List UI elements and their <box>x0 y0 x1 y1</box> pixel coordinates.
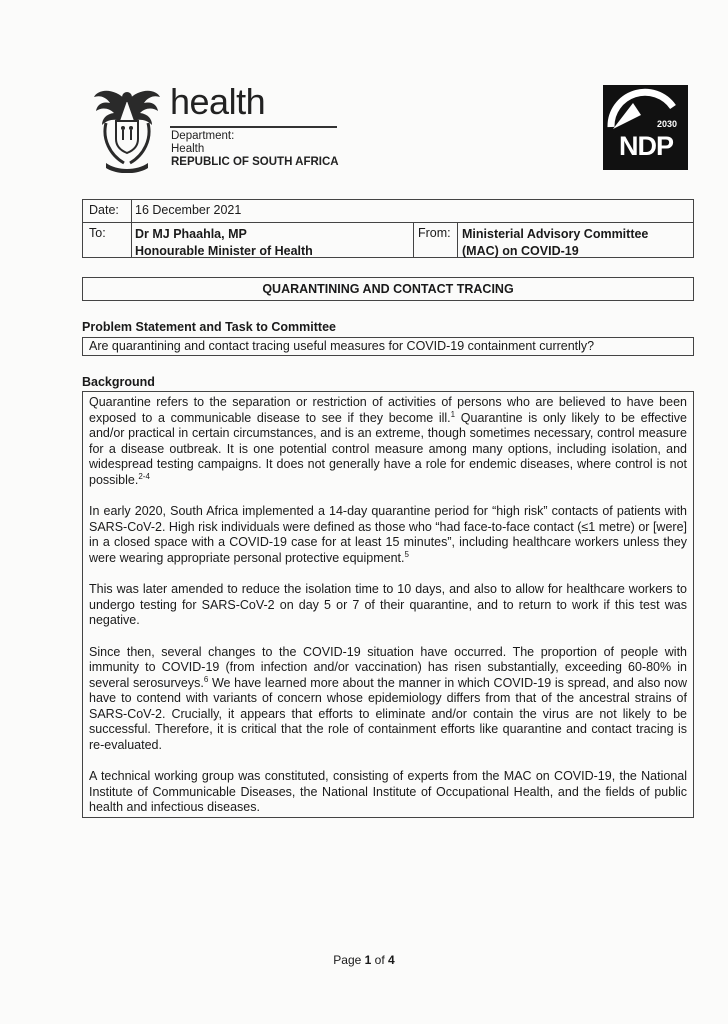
to-label: To: <box>89 226 106 240</box>
dept-line-1: Department: <box>171 130 235 142</box>
document-title: QUARANTINING AND CONTACT TRACING <box>82 277 694 301</box>
citation-ref: 2-4 <box>138 471 150 481</box>
background-paragraph-2: In early 2020, South Africa implemented a 14-day quarantine period for “high risk” contacts of patients with SARS-CoV-2. High risk individuals were defined as those who “had face-to-face contact (≤1 metre) or [were] in a closed space with a COVID-19 case for at least 15 minutes”, including healthcare workers unless they were wearing appropriate personal protective equipment.$^5$ <box>89 504 687 565</box>
table-row-divider <box>83 222 693 223</box>
background-content <box>82 391 694 818</box>
background-paragraph-1: Quarantine refers to the separation or restriction of activities of persons who are believed to have been exposed to a communicable disease to see if they become ill.$^1$ Quarantine is only likely to be effective and/or practical in certain circumstances, and is an extreme, though sometimes necessary, control measure for a disease outbreak. It is one potential control measure among many options, including isolation, and widespread testing campaigns. It does not generally have a role for endemic diseases, where control is not possible.$^{2-4}$ <box>89 395 687 487</box>
from-column-divider-right <box>457 222 458 257</box>
citation-ref: 5 <box>404 549 409 559</box>
coat-of-arms-logo <box>92 83 162 173</box>
page-number: Page 1 of 4 <box>333 953 395 967</box>
health-brand-title: health <box>170 81 266 122</box>
citation-ref: 1 <box>450 409 456 419</box>
ndp-text: NDP <box>618 131 674 161</box>
from-sender <box>462 226 648 260</box>
background-paragraph-3: This was later amended to reduce the isolation time to 10 days, and also to allow for healthcare workers to undergo testing for SARS-CoV-2 on day 5 or 7 of their quarantine, and to return to work if this test was negative. <box>89 582 687 628</box>
date-value: 16 December 2021 <box>135 203 242 217</box>
to-line-1: Dr MJ Phaahla, MP <box>135 227 247 241</box>
brand-divider <box>170 126 337 128</box>
from-line-2: (MAC) on COVID-19 <box>462 244 579 258</box>
background-paragraph-4: Since then, several changes to the COVID-19 situation have occurred. The proportion of people with immunity to COVID-19 (from infection and/or vaccination) has risen substantially, exceeding 60-80% in several serosurveys.$^6$ We have learned more about the manner in which COVID-19 is spread, and also now have to contend with variants of concern whose epidemiology differs from that of the ancestral strains of SARS-CoV-2. Crucially, it appears that efforts to eliminate and/or contain the virus are not likely to be successful. Therefore, it is critical that the role of containment efforts like quarantine and contact tracing is re-evaluated. <box>89 644 687 753</box>
ndp-year: 2030 <box>656 119 677 129</box>
citation-ref: 6 <box>203 674 209 684</box>
dept-line-3: REPUBLIC OF SOUTH AFRICA <box>171 156 339 168</box>
background-paragraph-5: A technical working group was constituted, consisting of experts from the MAC on COVID-19, the National Institute of Communicable Diseases, the National Institute of Occupational Health, and the fields of public health and infectious diseases. <box>89 769 687 815</box>
dept-line-2: Health <box>171 143 205 155</box>
problem-question: Are quarantining and contact tracing useful measures for COVID-19 containment currently? <box>82 337 694 356</box>
background-heading: Background <box>82 375 155 389</box>
to-line-2: Honourable Minister of Health <box>135 244 313 258</box>
from-line-1: Ministerial Advisory Committee <box>462 227 649 241</box>
date-label: Date: <box>89 203 119 217</box>
department-block <box>171 130 339 169</box>
memo-header-table <box>82 199 694 258</box>
from-column-divider-left <box>413 222 414 257</box>
from-label: From: <box>418 226 451 240</box>
ndp-2030-logo <box>603 85 688 170</box>
to-recipient <box>135 226 313 260</box>
problem-heading: Problem Statement and Task to Committee <box>82 320 336 334</box>
label-column-divider <box>131 200 132 257</box>
